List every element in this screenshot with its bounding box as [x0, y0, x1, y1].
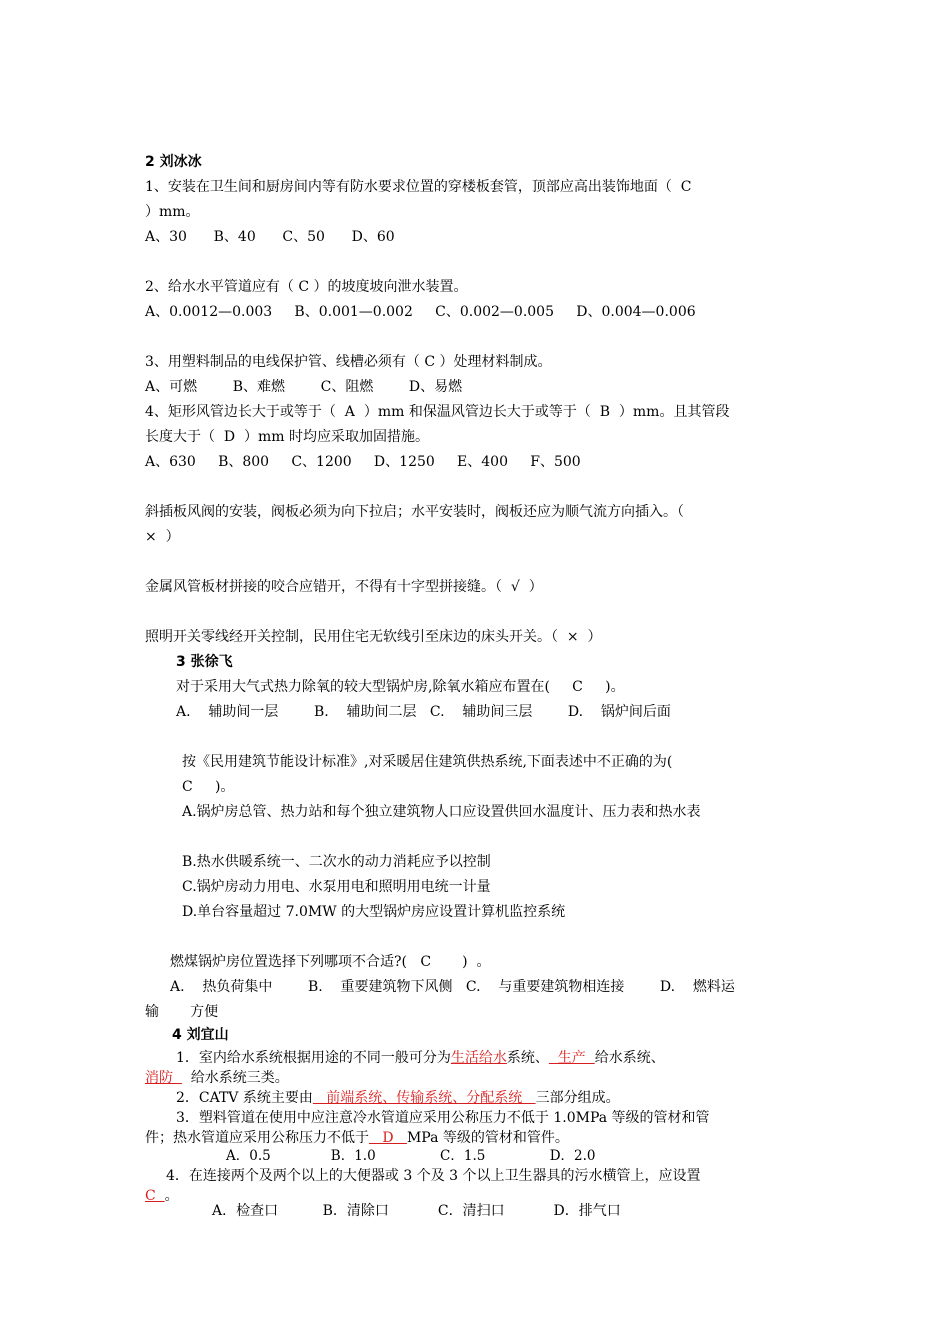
question-options: A、0.0012—0.003 B、0.001—0.002 C、0.002—0.005 D、0.004—0.006	[145, 304, 696, 320]
question-text: 件；热水管道应采用公称压力不低于	[145, 1130, 369, 1146]
true-false-question: 斜插板风阀的安装，阀板必须为向下拉启；水平安装时，阀板还应为顺气流方向插入。（	[145, 504, 684, 520]
true-false-question: 照明开关零线经开关控制，民用住宅无软线引至床边的床头开关。（ × ）	[145, 629, 602, 645]
question-text: 4、矩形风管边长大于或等于（ A ）mm 和保温风管边长大于或等于（ B ）mm。且其管段	[145, 404, 730, 420]
true-false-question: 金属风管板材拼接的咬合应错开，不得有十字型拼接缝。（ √ ）	[145, 579, 543, 595]
answer-blank: C	[145, 1188, 165, 1204]
question-text: MPa 等级的管材和管件。	[406, 1130, 569, 1146]
answer-blank: 生活给水	[450, 1050, 507, 1066]
question-text: 3．塑料管道在使用中应注意冷水管道应采用公称压力不低于 1.0MPa 等级的管材和管	[176, 1110, 710, 1126]
fill-in-question	[176, 1048, 665, 1068]
question-text: 2．CATV 系统主要由	[176, 1090, 313, 1106]
question-text: 三部分组成。	[535, 1090, 620, 1106]
question-options: A. 热负荷集中 B. 重要建筑物下风侧 C. 与重要建筑物相连接 D. 燃料运	[170, 979, 735, 995]
question-text: C )。	[182, 779, 235, 795]
question-options: A、630 B、800 C、1200 D、1250 E、400 F、500	[145, 454, 581, 470]
answer-blank: D	[369, 1130, 407, 1146]
question-text: ）mm。	[145, 204, 200, 220]
fill-in-question	[145, 1186, 179, 1206]
question-text: 燃煤锅炉房位置选择下列哪项不合适?( C ) 。	[170, 954, 491, 970]
fill-in-question	[145, 1068, 289, 1088]
question-options: A．检查口 B．清除口 C．清扫口 D．排气口	[212, 1203, 621, 1219]
question-text: 1、安装在卫生间和厨房间内等有防水要求位置的穿楼板套管，顶部应高出装饰地面（ C	[145, 179, 692, 195]
answer-blank: 消防	[145, 1070, 182, 1086]
question-text: 系统、	[506, 1050, 549, 1066]
section-heading: 2 刘冰冰	[145, 154, 202, 170]
question-text: 。	[164, 1188, 179, 1204]
fill-in-question	[176, 1088, 620, 1108]
option-b: B.热水供暖系统一、二次水的动力消耗应予以控制	[182, 854, 491, 870]
question-options: A、可燃 B、难燃 C、阻燃 D、易燃	[145, 379, 463, 395]
question-text: 2、给水水平管道应有（ C ）的坡度坡向泄水装置。	[145, 279, 468, 295]
question-text: 给水系统三类。	[181, 1070, 289, 1086]
question-options: 输 方便	[145, 1004, 219, 1020]
option-d: D.单台容量超过 7.0MW 的大型锅炉房应设置计算机监控系统	[182, 904, 566, 920]
question-text: 3、用塑料制品的电线保护管、线槽必须有（ C ）处理材料制成。	[145, 354, 552, 370]
question-text: 对于采用大气式热力除氧的较大型锅炉房,除氧水箱应布置在( C )。	[176, 679, 625, 695]
question-text: 给水系统、	[594, 1050, 665, 1066]
question-text: 1．室内给水系统根据用途的不同一般可分为	[176, 1050, 451, 1066]
section-heading: 4 刘宜山	[172, 1027, 229, 1043]
fill-in-question	[145, 1128, 569, 1148]
question-text: 按《民用建筑节能设计标准》,对采暖居住建筑供热系统,下面表述中不正确的为(	[182, 754, 673, 770]
true-false-question: × ）	[145, 529, 180, 545]
question-text: 长度大于（ D ）mm 时均应采取加固措施。	[145, 429, 430, 445]
question-options: A. 辅助间一层 B. 辅助间二层 C. 辅助间三层 D. 锅炉间后面	[176, 704, 671, 720]
question-options: A．0.5 B．1.0 C．1.5 D．2.0	[226, 1148, 596, 1164]
option-a: A.锅炉房总管、热力站和每个独立建筑物人口应设置供回水温度计、压力表和热水表	[182, 804, 701, 820]
section-heading: 3 张徐飞	[176, 654, 233, 670]
question-options: A、30 B、40 C、50 D、60	[145, 229, 395, 245]
answer-blank: 前端系统、传输系统、分配系统	[312, 1090, 536, 1106]
answer-blank: 生产	[548, 1050, 595, 1066]
question-text: 4．在连接两个及两个以上的大便器或 3 个及 3 个以上卫生器具的污水横管上，应设置	[166, 1168, 701, 1184]
option-c: C.锅炉房动力用电、水泵用电和照明用电统一计量	[182, 879, 491, 895]
